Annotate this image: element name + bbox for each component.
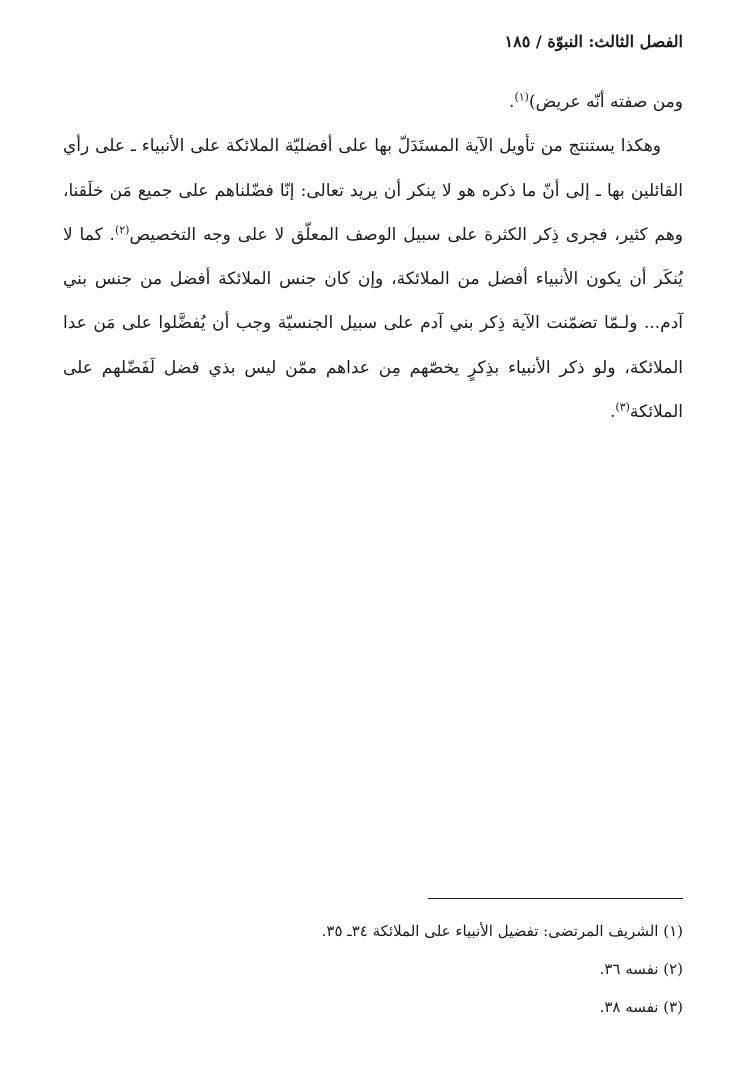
- footnote-ref-1: (١): [514, 90, 529, 104]
- footnote-1: (١) الشريف المرتضى: تفضيل الأنبياء على الملائكة ٣٤ـ ٣٥.: [321, 922, 683, 940]
- paragraph-1: [63, 80, 683, 124]
- running-head: الفصل الثالث: النبوّة / ١٨٥: [504, 32, 683, 51]
- paragraph-2: [63, 124, 683, 434]
- footnote-ref-3: (٣): [615, 400, 630, 414]
- paragraph-2-text: وهكذا يستنتج من تأويل الآية المستَدَلّ بها على أفضليّة الملائكة على الأنبياء ـ على رأي القائلين بها ـ إلى أنّ ما ذكره هو لا ينكر أن يريد تعالى: إنّا فضّلناهم على جميع مَن خلَقنا، وهم كثير، فجرى ذِكر الكثرة على سبيل الوصف المعلّق لا على وجه التخصيص: [63, 136, 683, 245]
- paragraph-2-middle: . كما لا يُنكَر أن يكون الأنبياء أفضل من الملائكة، وإن كان جنس الملائكة أفضل من جنس بني آدم... ولـمّا تضمّنت الآية ذِكر بني آدم على سبيل الجنسيّة وجب أن يُفضَّلوا على مَن عدا الملائكة، ولو ذكر الأنبياء بذِكرٍ يخصّهم مِن عداهم ممّن ليس بذي فضل لَفَضّلهم على الملائكة: [63, 224, 683, 423]
- paragraph-2-tail: .: [609, 402, 616, 423]
- body-text: [63, 80, 683, 434]
- footnotes: [63, 912, 683, 1026]
- paragraph-1-text: ومن صفته أنّه عريض): [528, 92, 683, 112]
- footnote-3: (٣) نفسه ٣٨.: [599, 998, 683, 1016]
- paragraph-1-tail: .: [509, 92, 515, 112]
- footnote-ref-2: (٢): [114, 223, 130, 237]
- footnote-divider: [428, 898, 683, 899]
- footnote-2: (٢) نفسه ٣٦.: [599, 960, 683, 978]
